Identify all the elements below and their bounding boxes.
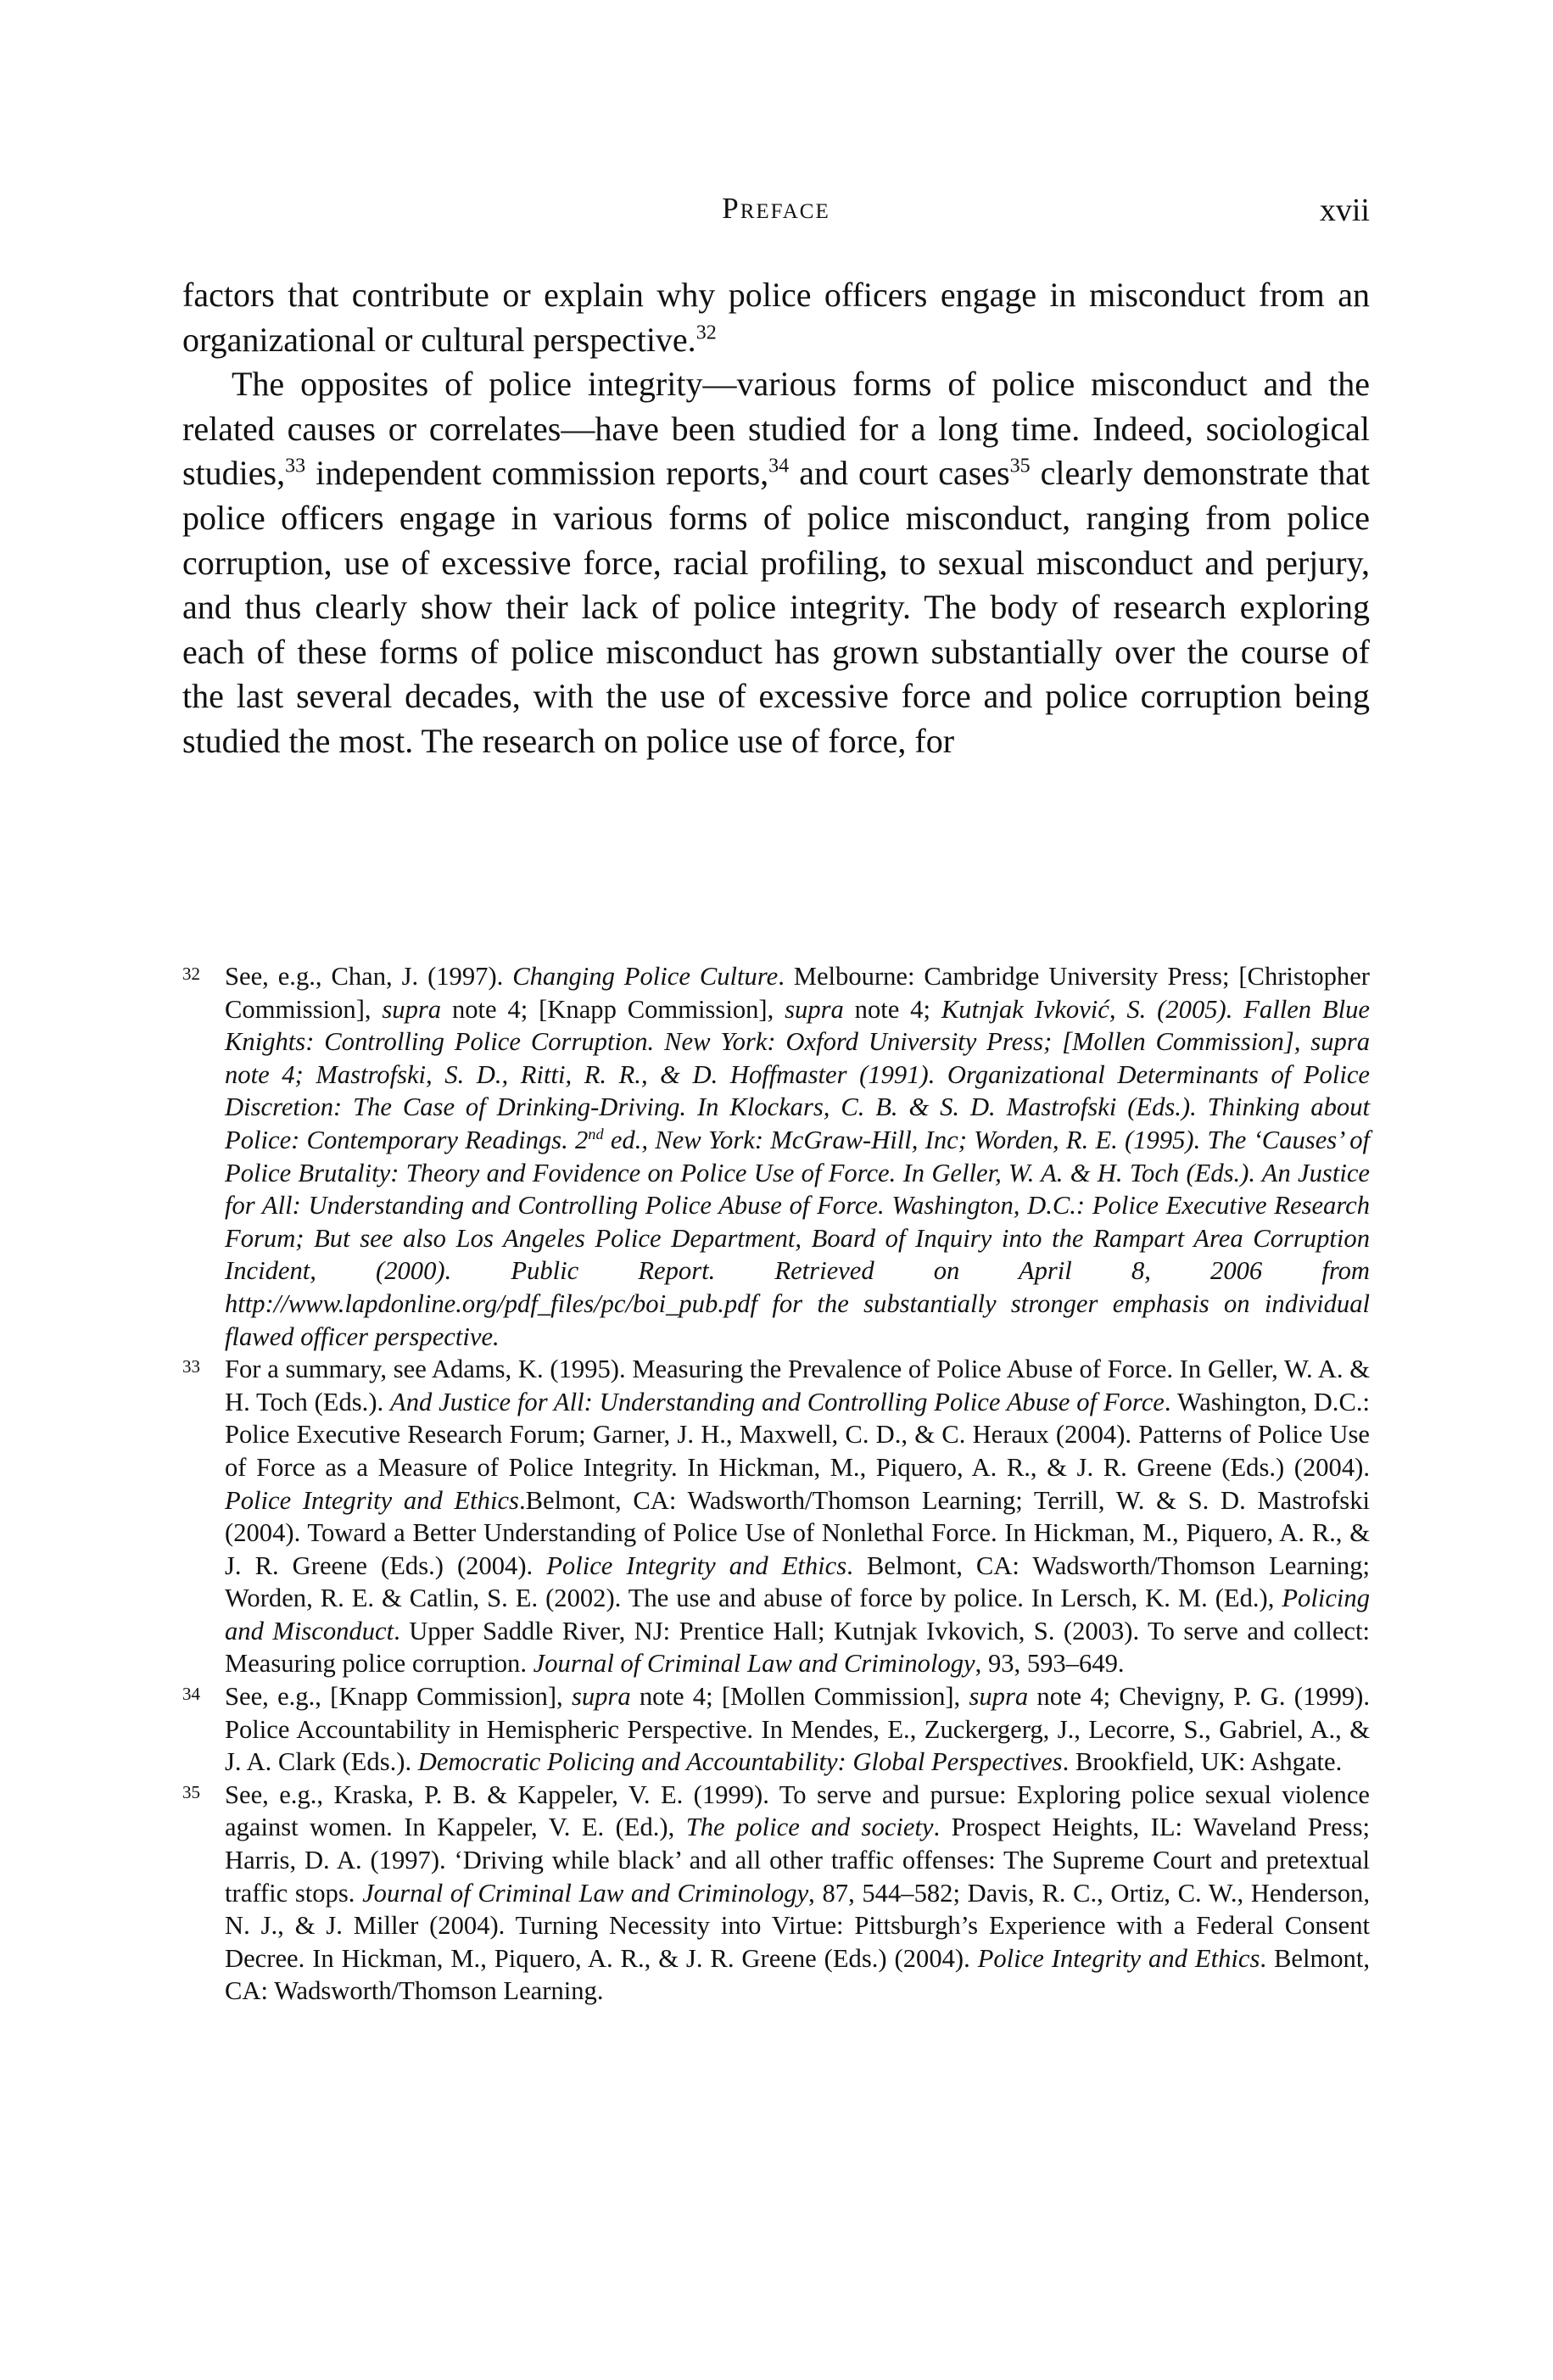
footnote-number: 35 xyxy=(182,1781,200,1802)
footnote-italic: Changing Police Culture xyxy=(512,962,779,991)
footnote-italic-sup: nd xyxy=(588,1125,604,1143)
footnote-ref-34: 34 xyxy=(768,455,790,478)
footnote-text: .Belmont, CA: Wadsworth/Thomson Learning; Terrill, W. & S. D. Mastrofski (2004). Toward a Better Understanding of Police Use of Nonlethal Force. In Hickman, M., Piquero, A. R., & J. R. Greene (Eds.) (2004). xyxy=(225,1485,1370,1580)
page-number: xvii xyxy=(1319,193,1370,228)
footnote-text: For a summary, see Adams, K. (1995). Measuring the Prevalence of Police Abuse of Force. In Geller, W. A. & H. Toch (Eds.). xyxy=(225,1355,1370,1416)
footnote-italic: Kutnjak Ivković, S. (2005). Fallen Blue Knights: Controlling Police Corruption. New York: Oxford University Press; [Mollen Commission], supra note 4; Mastrofski, S. D., Ritti, R. R., & D. Hoffmaster (1991). Organizational Determinants of Police Discretion: The Case of Drinking-Driving. In Klockars, C. B. & S. D. Mastrofski (Eds.). Thinking about Police: Contemporary Readings. 2 xyxy=(225,994,1370,1154)
footnote-number: 33 xyxy=(182,1356,200,1377)
footnote-text: note 4; xyxy=(843,994,941,1024)
footnote-italic: supra xyxy=(785,994,844,1024)
footnote-text: See, e.g., Chan, J. (1997). xyxy=(225,962,513,991)
footnote-italic: supra xyxy=(571,1682,631,1712)
paragraph-2-text-3: and court cases xyxy=(789,454,1010,493)
footnote-text: . Belmont, CA: Wadsworth/Thomson Learning; Worden, R. E. & Catlin, S. E. (2002). The use and abuse of force by police. In Lersch, K. M. (Ed.), xyxy=(225,1550,1371,1613)
footnote-italic: Police Integrity and Ethics xyxy=(546,1550,847,1580)
footnote-italic: Democratic Policing and Accountability: Global Perspectives xyxy=(417,1747,1063,1777)
paragraph-2-text-2: independent commission reports, xyxy=(305,454,769,493)
footnote-34 xyxy=(182,1680,1370,1779)
paragraph-1 xyxy=(182,273,1370,362)
paragraph-2 xyxy=(182,362,1370,763)
footnote-ref-35: 35 xyxy=(1009,455,1031,478)
footnote-text: note 4; Chevigny, P. G. (1999). Police Accountability in Hemispheric Perspective. In Mendes, E., Zuckergerg, J., Lecorre, S., Gabriel, A., & J. A. Clark (Eds.). xyxy=(225,1682,1370,1777)
footnote-italic: supra xyxy=(969,1682,1029,1712)
footnote-text: , 93, 593–649. xyxy=(975,1649,1125,1679)
running-title: Preface xyxy=(722,192,830,225)
paragraph-2-text-4: clearly demonstrate that police officers engage in various forms of police misconduct, ranging from police corruption, use of excessive force, racial profiling, to sexual misconduct and perjury, and thus clearly show their lack of police integrity. The body of research exploring each of these forms of police misconduct has grown substantially over the course of the last several decades, with the use of excessive force and police corruption being studied the most. The research on police use of force, for xyxy=(182,454,1371,760)
footnote-italic: And Justice for All: Understanding and Controlling Police Abuse of Force xyxy=(390,1387,1165,1416)
footnote-italic: supra xyxy=(382,994,442,1024)
footnote-text: note 4; [Knapp Commission], xyxy=(441,994,785,1024)
paragraph-1-text: factors that contribute or explain why police officers engage in misconduct from an organizational or cultural perspective. xyxy=(182,276,1370,359)
footnote-number: 34 xyxy=(182,1684,200,1705)
footnote-text: . Prospect Heights, IL: Waveland Press; Harris, D. A. (1997). ‘Driving while black’ and all other traffic offenses: The Supreme Court and pretextual traffic stops. xyxy=(225,1813,1370,1908)
footnote-ref-33: 33 xyxy=(285,455,306,478)
footnote-35 xyxy=(182,1779,1370,2008)
footnote-italic: Police Integrity and Ethics xyxy=(225,1485,519,1515)
footnote-italic: Journal of Criminal Law and Criminology xyxy=(362,1878,809,1908)
footnote-ref-32: 32 xyxy=(695,321,717,344)
footnote-italic: The police and society xyxy=(685,1813,934,1842)
footnote-italic: Journal of Criminal Law and Criminology xyxy=(533,1649,975,1679)
paragraph-2-text-1: The opposites of police integrity—various forms of police misconduct and the related causes or correlates—have been studied for a long time. Indeed, sociological studies, xyxy=(182,365,1370,493)
footnote-italic: Policing and Misconduct xyxy=(225,1584,1370,1645)
footnote-italic: Police Integrity and Ethics xyxy=(977,1943,1260,1973)
footnote-text: . Brookfield, UK: Ashgate. xyxy=(1062,1747,1343,1777)
footnote-32 xyxy=(182,960,1370,1353)
body-text xyxy=(182,273,1370,764)
footnote-text: . Washington, D.C.: Police Executive Research Forum; Garner, J. H., Maxwell, C. D., & C. Heraux (2004). Patterns of Police Use of Force as a Measure of Police Integrity. In Hickman, M., Piquero, A. R., & J. R. Greene (Eds.) (2004). xyxy=(225,1387,1370,1482)
footnote-text: , 87, 544–582; Davis, R. C., Ortiz, C. W., Henderson, N. J., & J. Miller (2004). Turning Necessity into Virtue: Pittsburgh’s Experience with a Federal Consent Decree. In Hickman, M., Piquero, A. R., & J. R. Greene (Eds.) (2004). xyxy=(225,1878,1370,1973)
footnote-text: note 4; [Mollen Commission], xyxy=(630,1682,969,1712)
footnote-text: See, e.g., [Knapp Commission], xyxy=(225,1682,572,1712)
footnotes xyxy=(182,960,1370,2008)
footnote-33 xyxy=(182,1353,1370,1680)
footnote-italic: ed., New York: McGraw-Hill, Inc; Worden, R. E. (1995). The ‘Causes’ of Police Brutality: Theory and Fovidence on Police Use of Force. In Geller, W. A. & H. Toch (Eds.). An Justice for All: Understanding and Controlling Police Abuse of Force. Washington, D.C.: Police Executive Research Forum; But see also Los Angeles Police Department, Board of Inquiry into the Rampart Area Corruption Incident, (2000). Public Report. Retrieved on April 8, 2006 from http://www.lapdonline.org/pdf_files/pc/boi_pub.pdf for the substantially stronger emphasis on individual flawed officer perspective. xyxy=(225,1125,1370,1351)
running-head xyxy=(182,192,1370,243)
footnote-number: 32 xyxy=(182,964,200,984)
footnote-text: See, e.g., Kraska, P. B. & Kappeler, V. E. (1999). To serve and pursue: Exploring police sexual violence against women. In Kappeler, V. E. (Ed.), xyxy=(225,1779,1370,1842)
footnote-text: . Melbourne: Cambridge University Press; [Christopher Commission], xyxy=(225,962,1370,1024)
footnote-text: . Belmont, CA: Wadsworth/Thomson Learning. xyxy=(225,1943,1370,2006)
footnote-text: . Upper Saddle River, NJ: Prentice Hall; Kutnjak Ivkovich, S. (2003). To serve and collect: Measuring police corruption. xyxy=(225,1616,1371,1679)
